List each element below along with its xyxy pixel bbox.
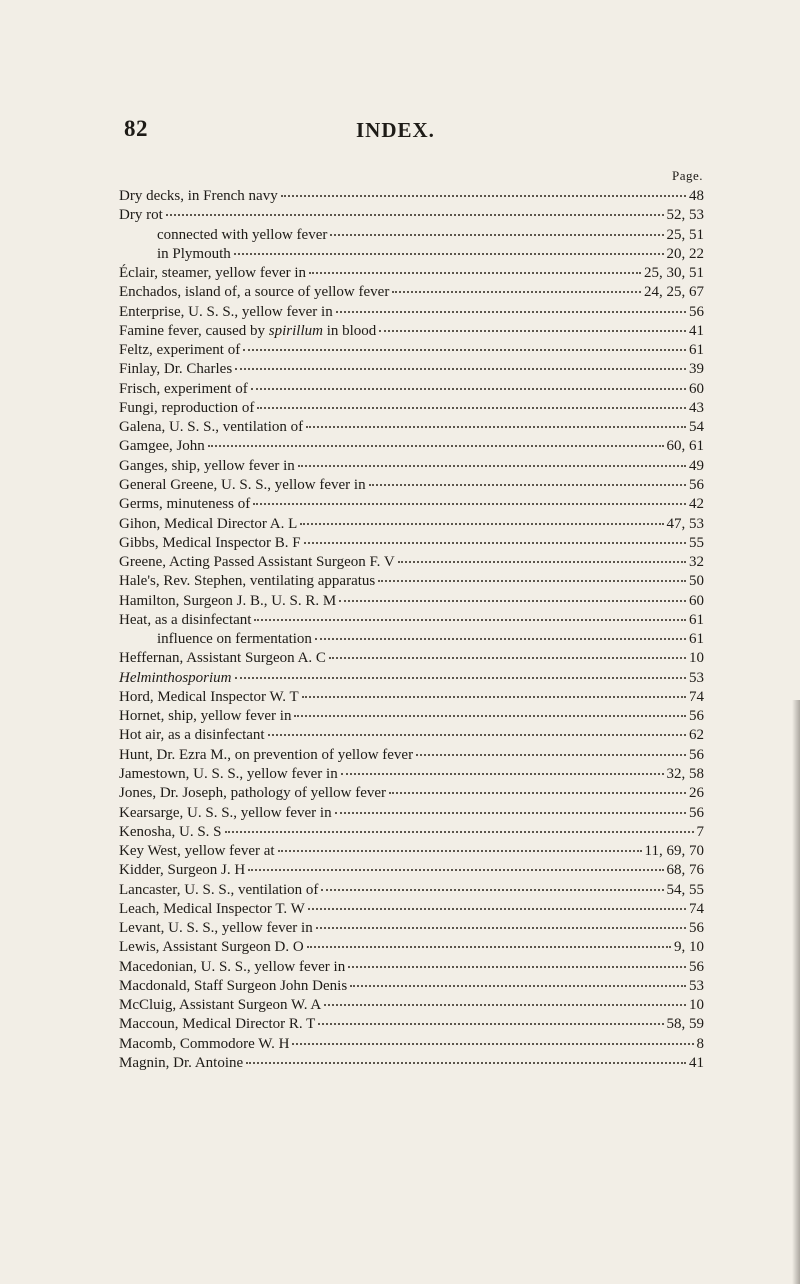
- entry-heading: Maccoun, Medical Director R. T: [119, 1016, 316, 1033]
- entry-page-numbers: 61: [689, 342, 704, 359]
- entry-heading: Kearsarge, U. S. S., yellow fever in: [119, 804, 332, 821]
- index-entry: [119, 707, 704, 726]
- entry-heading: Macdonald, Staff Surgeon John Denis: [119, 977, 348, 994]
- entry-page-numbers: 20, 22: [666, 245, 704, 262]
- entry-page-numbers: 61: [689, 631, 704, 648]
- entry-page-numbers: 74: [689, 688, 704, 705]
- dot-leader: [321, 888, 663, 891]
- dot-leader: [348, 965, 686, 968]
- entry-heading: Hunt, Dr. Ezra M., on prevention of yellow fever: [119, 746, 414, 763]
- entry-heading: Hord, Medical Inspector W. T: [119, 688, 299, 705]
- dot-leader: [308, 907, 686, 910]
- entry-heading: Leach, Medical Inspector T. W: [119, 900, 305, 917]
- dot-leader: [316, 926, 686, 929]
- dot-leader: [234, 252, 664, 255]
- index-entry: [119, 958, 704, 977]
- entry-heading: Famine fever, caused by spirillum in blood: [119, 322, 377, 339]
- entry-heading: Jamestown, U. S. S., yellow fever in: [119, 765, 338, 782]
- dot-leader: [416, 753, 686, 756]
- dot-leader: [208, 444, 664, 447]
- entry-heading: Gamgee, John: [119, 438, 205, 455]
- entry-heading: Greene, Acting Passed Assistant Surgeon F. V: [119, 554, 395, 571]
- dot-leader: [268, 733, 686, 736]
- entry-page-numbers: 58, 59: [666, 1016, 704, 1033]
- index-entry: [119, 881, 704, 900]
- dot-leader: [324, 1003, 686, 1006]
- index-subentry: [119, 630, 704, 649]
- entry-heading: Ganges, ship, yellow fever in: [119, 457, 295, 474]
- index-entry: [119, 495, 704, 514]
- entry-page-numbers: 25, 51: [666, 226, 704, 243]
- index-entry: [119, 784, 704, 803]
- entry-page-numbers: 42: [689, 496, 704, 513]
- entry-page-numbers: 56: [689, 303, 704, 320]
- dot-leader: [254, 618, 686, 621]
- entry-page-numbers: 49: [689, 457, 704, 474]
- entry-page-numbers: 39: [689, 361, 704, 378]
- index-entry: [119, 669, 704, 688]
- dot-leader: [166, 213, 664, 216]
- entry-heading: Hale's, Rev. Stephen, ventilating apparatus: [119, 573, 376, 590]
- entry-page-numbers: 55: [689, 534, 704, 551]
- dot-leader: [306, 425, 686, 428]
- entry-heading: Dry decks, in French navy: [119, 188, 278, 204]
- index-entry: [119, 842, 704, 861]
- dot-leader: [292, 1042, 693, 1045]
- entry-heading: Hot air, as a disinfectant: [119, 727, 265, 744]
- entry-heading: Levant, U. S. S., yellow fever in: [119, 920, 313, 937]
- entry-page-numbers: 56: [689, 920, 704, 937]
- entry-page-numbers: 10: [689, 997, 704, 1014]
- entry-heading: Gibbs, Medical Inspector B. F: [119, 534, 301, 551]
- entry-page-numbers: 60: [689, 380, 704, 397]
- dot-leader: [369, 483, 686, 486]
- entry-page-numbers: 24, 25, 67: [644, 284, 704, 301]
- dot-leader: [294, 714, 686, 717]
- dot-leader: [235, 676, 687, 679]
- entry-page-numbers: 8: [696, 1035, 704, 1052]
- running-head-title: INDEX.: [356, 118, 435, 142]
- index-entry: [119, 1035, 704, 1054]
- entry-page-numbers: 32, 58: [666, 765, 704, 782]
- entry-heading: Jones, Dr. Joseph, pathology of yellow fever: [119, 785, 387, 802]
- dot-leader: [253, 502, 686, 505]
- index-entry: [119, 457, 704, 476]
- dot-leader: [398, 560, 686, 563]
- index-entry: [119, 553, 704, 572]
- dot-leader: [248, 868, 663, 871]
- entry-page-numbers: 56: [689, 708, 704, 725]
- index-entry: [119, 726, 704, 745]
- dot-leader: [392, 290, 641, 293]
- entry-heading: Éclair, steamer, yellow fever in: [119, 265, 307, 282]
- entry-page-numbers: 56: [689, 476, 704, 493]
- dot-leader: [336, 310, 686, 313]
- dot-leader: [379, 329, 686, 332]
- entry-heading: Gihon, Medical Director A. L: [119, 515, 298, 532]
- dot-leader: [307, 945, 671, 948]
- index-entry: [119, 303, 704, 322]
- index-subentry: [119, 245, 704, 264]
- entry-heading: connected with yellow fever: [157, 226, 328, 243]
- index-entry: [119, 399, 704, 418]
- entry-heading: McCluig, Assistant Surgeon W. A: [119, 997, 322, 1014]
- entry-page-numbers: 74: [689, 900, 704, 917]
- index-entry: [119, 418, 704, 437]
- dot-leader: [335, 811, 686, 814]
- index-entry: [119, 515, 704, 534]
- entry-page-numbers: 7: [696, 823, 704, 840]
- index-entry: [119, 1015, 704, 1034]
- entry-heading: Lancaster, U. S. S., ventilation of: [119, 881, 319, 898]
- entry-page-numbers: 53: [689, 977, 704, 994]
- entry-heading: Galena, U. S. S., ventilation of: [119, 419, 304, 436]
- index-entry: [119, 746, 704, 765]
- dot-leader: [251, 387, 686, 390]
- entry-heading: Hornet, ship, yellow fever in: [119, 708, 292, 725]
- index-entry: [119, 765, 704, 784]
- index-entry: [119, 1054, 704, 1073]
- entry-page-numbers: 56: [689, 804, 704, 821]
- entry-page-numbers: 53: [689, 669, 704, 686]
- index-entry: [119, 206, 704, 225]
- index-entry: [119, 823, 704, 842]
- dot-leader: [330, 233, 663, 236]
- entry-page-numbers: 10: [689, 650, 704, 667]
- entry-heading: influence on fermentation: [157, 631, 312, 648]
- entry-page-numbers: 52, 53: [666, 207, 704, 224]
- entry-heading: Feltz, experiment of: [119, 342, 241, 359]
- dot-leader: [235, 367, 686, 370]
- entry-heading: Magnin, Dr. Antoine: [119, 1054, 244, 1071]
- entry-page-numbers: 62: [689, 727, 704, 744]
- entry-heading: Helminthosporium: [119, 669, 232, 686]
- index-entry: [119, 380, 704, 399]
- entry-heading: Kenosha, U. S. S: [119, 823, 222, 840]
- index-entry: [119, 592, 704, 611]
- dot-leader: [389, 791, 686, 794]
- index-entry: [119, 804, 704, 823]
- entry-page-numbers: 11, 69, 70: [644, 843, 704, 860]
- index-entry: [119, 283, 704, 302]
- entry-heading: Fungi, reproduction of: [119, 399, 255, 416]
- dot-leader: [350, 984, 686, 987]
- dot-leader: [225, 830, 694, 833]
- index-entry: [119, 572, 704, 591]
- index-entry: [119, 341, 704, 360]
- entry-page-numbers: 60, 61: [666, 438, 704, 455]
- entry-page-numbers: 9, 10: [674, 939, 704, 956]
- dot-leader: [341, 772, 664, 775]
- index-entry: [119, 187, 704, 206]
- entry-page-numbers: 60: [689, 592, 704, 609]
- entry-heading: Key West, yellow fever at: [119, 843, 275, 860]
- dot-leader: [300, 522, 663, 525]
- index-entry: [119, 861, 704, 880]
- entry-page-numbers: 26: [689, 785, 704, 802]
- entry-page-numbers: 47, 53: [666, 515, 704, 532]
- index-entry: [119, 996, 704, 1015]
- page-column-heading: Page.: [671, 168, 703, 183]
- entry-heading: Enchados, island of, a source of yellow fever: [119, 284, 390, 301]
- index-entry: [119, 688, 704, 707]
- dot-leader: [309, 271, 641, 274]
- index-entry: [119, 476, 704, 495]
- entry-page-numbers: 32: [689, 554, 704, 571]
- entry-heading: Macomb, Commodore W. H: [119, 1035, 290, 1052]
- index-entry: [119, 649, 704, 668]
- entry-heading: Finlay, Dr. Charles: [119, 361, 233, 378]
- dot-leader: [315, 637, 686, 640]
- entry-heading: Hamilton, Surgeon J. B., U. S. R. M: [119, 592, 337, 609]
- entry-page-numbers: 41: [689, 322, 704, 339]
- index-entry: [119, 534, 704, 553]
- entry-page-numbers: 68, 76: [666, 862, 704, 879]
- entry-heading: Heffernan, Assistant Surgeon A. C: [119, 650, 326, 667]
- entry-heading: Kidder, Surgeon J. H: [119, 862, 246, 879]
- dot-leader: [304, 541, 686, 544]
- index-entry-list: [119, 187, 704, 1073]
- index-entry: [119, 322, 704, 341]
- entry-heading: Dry rot: [119, 207, 163, 224]
- entry-page-numbers: 50: [689, 573, 704, 590]
- entry-page-numbers: 25, 30, 51: [644, 265, 704, 282]
- entry-heading: in Plymouth: [157, 245, 231, 262]
- dot-leader: [302, 695, 686, 698]
- dot-leader: [243, 348, 686, 351]
- index-subentry: [119, 226, 704, 245]
- dot-leader: [281, 194, 686, 197]
- dot-leader: [257, 406, 686, 409]
- entry-heading: General Greene, U. S. S., yellow fever in: [119, 476, 366, 493]
- page-number: 82: [124, 116, 148, 141]
- entry-heading: Frisch, experiment of: [119, 380, 248, 397]
- entry-page-numbers: 54: [689, 419, 704, 436]
- dot-leader: [378, 579, 686, 582]
- italic-term: spirillum: [268, 322, 323, 339]
- index-entry: [119, 919, 704, 938]
- entry-page-numbers: 56: [689, 746, 704, 763]
- index-entry: [119, 437, 704, 456]
- entry-page-numbers: 43: [689, 399, 704, 416]
- entry-heading: Macedonian, U. S. S., yellow fever in: [119, 958, 346, 975]
- entry-heading: Lewis, Assistant Surgeon D. O: [119, 939, 304, 956]
- entry-page-numbers: 54, 55: [666, 881, 704, 898]
- entry-page-numbers: 41: [689, 1054, 704, 1071]
- entry-page-numbers: 56: [689, 958, 704, 975]
- dot-leader: [339, 599, 686, 602]
- index-entry: [119, 264, 704, 283]
- entry-page-numbers: 48: [689, 188, 704, 204]
- entry-heading: Heat, as a disinfectant: [119, 611, 252, 628]
- dot-leader: [278, 849, 642, 852]
- index-entry: [119, 360, 704, 379]
- index-entry: [119, 900, 704, 919]
- index-entry: [119, 938, 704, 957]
- dot-leader: [318, 1022, 663, 1025]
- entry-heading: Germs, minuteness of: [119, 496, 251, 513]
- dot-leader: [246, 1061, 686, 1064]
- dot-leader: [298, 464, 686, 467]
- index-entry: [119, 611, 704, 630]
- entry-heading: Enterprise, U. S. S., yellow fever in: [119, 303, 333, 320]
- dot-leader: [329, 656, 686, 659]
- entry-page-numbers: 61: [689, 611, 704, 628]
- page-edge-shadow: [792, 700, 800, 1284]
- index-entry: [119, 977, 704, 996]
